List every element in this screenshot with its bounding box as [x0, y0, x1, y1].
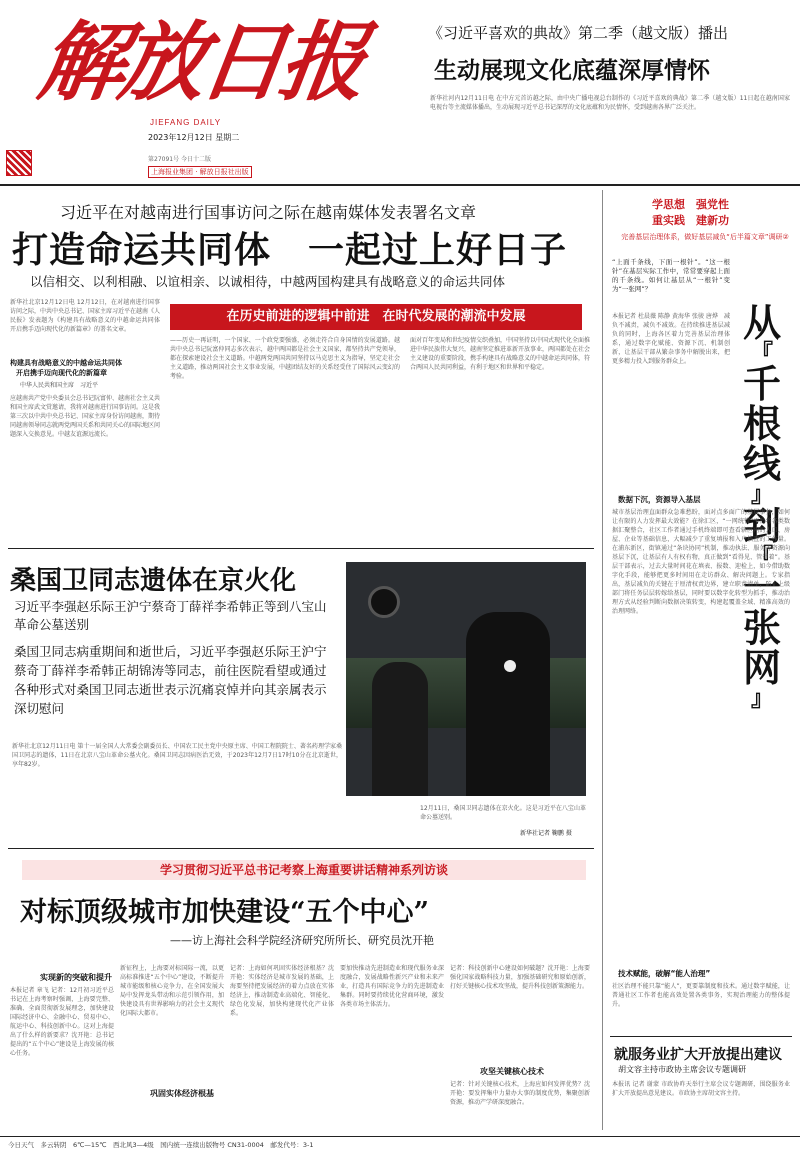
- right-bottom-headline: 就服务业扩大开放提出建议: [614, 1047, 782, 1063]
- photo-caption: 12月11日，桑国卫同志遗体在京火化。这是习近平在八宝山革命公墓送别。: [420, 805, 586, 821]
- right-bottom-sub: 胡文容主持市政协主席会议专题调研: [618, 1065, 746, 1074]
- right-slogan1: 学思想 强党性: [652, 198, 729, 211]
- funeral-photo: [346, 562, 586, 796]
- big-title-char: 根: [742, 401, 781, 446]
- big-title-char: 『: [750, 340, 773, 366]
- right-body1: 本报记者 杜晨薇 陈静 黄海华 张骏 唐烨 减负不减责，减负不减效。在持续推进基层减负的同时，上海各区着力完善基层治理体系，通过数字化赋能、资源下沉、机制创新，让基层干部从繁杂事务中解脱出来，把更多精力投入到服务群众上。: [612, 313, 730, 365]
- side-title-2: 开启携手迈向现代化的新篇章: [16, 369, 107, 377]
- right-slogan2: 重实践 建新功: [652, 214, 729, 227]
- big-title-char: 张: [742, 605, 781, 650]
- lead-kicker: 习近平在对越南进行国事访问之际在越南媒体发表署名文章: [60, 203, 477, 222]
- big-title-char: 』: [750, 482, 773, 508]
- right-body4: 本报讯 记者 谢蒙 市政协昨天举行主席会议专题调研，围绕服务业扩大开放提出意见建议。市政协主席胡文容主持。: [612, 1081, 790, 1097]
- third-subhead2: 巩固实体经济根基: [150, 1089, 214, 1098]
- big-title-char: 千: [742, 361, 781, 406]
- white-flower-icon: [504, 660, 516, 672]
- top-story-title1: 《习近平喜欢的典故》第二季（越文版）播出: [428, 24, 729, 42]
- masthead-pinyin: JIEFANG DAILY: [150, 118, 222, 127]
- third-col6: 记者：针对关键核心技术，上海应如何发挥优势？沈开艳：要发挥集中力量办大事的制度优势，集聚创新资源，推动产学研深度融合。: [450, 1081, 590, 1106]
- big-title-char: 『: [750, 544, 773, 570]
- right-sub2: 技术赋能，破解“能人治理”: [618, 969, 711, 978]
- big-title-char: 线: [742, 441, 781, 486]
- right-col-divider: [602, 190, 603, 1130]
- footer-text: 今日天气 多云转阴 6℃—15℃ 西北风3—4级 国内统一连续出版物号 CN31-0004 邮发代号：3-1: [8, 1141, 314, 1149]
- qr-code-icon: [6, 150, 32, 176]
- second-divider: [8, 848, 594, 849]
- lead-banner: 在历史前进的逻辑中前进 在时代发展的潮流中发展: [170, 304, 582, 330]
- right-body3: 社区治理不能只靠“能人”，更要靠制度和技术。通过数字赋能，让普通社区工作者也能高效处置各类事务，实现治理能力的整体提升。: [612, 983, 790, 1008]
- lead-body-mid: ——历史一再证明，一个国家、一个政党要强盛，必须走符合自身国情的发展道路。越共中央总书记阮富仲同志多次表示，越中两国都是社会主义国家，都坚持共产党领导，都在探索建设社会主义道路。中越两党两国共同坚持以马克思主义为指导，坚定走社会主义道路，推动两国社会主义事业发展，中越团结友好的关系经受住了国际风云变幻的考验。: [170, 337, 400, 380]
- big-title-char: 』: [750, 686, 773, 712]
- issue-date: [148, 132, 239, 143]
- masthead-logo: 解放日报: [32, 12, 368, 113]
- side-title-1: 构建具有战略意义的中越命运共同体: [10, 359, 122, 367]
- second-deck1: 习近平李强赵乐际王沪宁蔡奇丁薛祥李希韩正等到八宝山革命公墓送别: [14, 599, 327, 632]
- publisher-line: 上海报业集团 · 解放日报社出版: [148, 166, 252, 178]
- big-title-char: 一: [742, 565, 781, 610]
- weekday-text: 星期二: [215, 133, 240, 142]
- issue-number: 第27091号 今日十二版: [148, 156, 211, 163]
- second-body: 新华社北京12月11日电 第十一届全国人大常委会副委员长、中国农工民主党中央原主席、中国工程院院士、著名药理学家桑国卫同志的遗体，11日在北京八宝山革命公墓火化。桑国卫同志因病医治无效，于2023年12月7日17时10分在北京逝世，享年82岁。: [12, 743, 342, 768]
- big-title-char: 到: [742, 503, 781, 548]
- big-title-char: 网: [742, 645, 781, 690]
- footer-rule: [0, 1136, 800, 1137]
- third-subline: ——访上海社会科学院经济研究所所长、研究员沈开艳: [170, 934, 434, 947]
- date-text: 2023年12月12日: [148, 133, 213, 142]
- right-slogan-sub: 完善基层治理体系，做好基层减负“后半篇文章”调研②: [621, 233, 789, 241]
- third-headline: 对标顶级城市加快建设“五个中心”: [20, 897, 430, 928]
- third-col3: 记者：上海如何巩固实体经济根基？沈开艳：实体经济是城市发展的基础，上海要坚持把发展经济的着力点放在实体经济上，推动制造业高端化、智能化、绿色化发展，加快构建现代化产业体系。: [230, 965, 334, 1017]
- photo-credit: 新华社记者 鞠鹏 摄: [520, 830, 572, 837]
- lead-body-left: 应越南共产党中央委员会总书记阮富仲、越南社会主义共和国主席武文赏邀请，我将对越南进行国事访问。这是我第三次以中共中央总书记、国家主席身份访问越南，期待同越南领导同志就两党两国关系和共同关心的国际地区问题深入交换意见。中越友谊源远流长。: [10, 395, 160, 438]
- third-col5: 记者：科技创新中心建设如何破题？沈开艳：上海要强化国家战略科技力量，加强基础研究和原始创新，打好关键核心技术攻坚战，提升科技创新策源能力。: [450, 965, 590, 990]
- right-sub1: 数据下沉，资源导入基层: [618, 495, 701, 504]
- lead-intro: 新华社北京12月12日电 12月12日，在对越南进行国事访问之际，中共中央总书记、国家主席习近平在越南《人民报》发表题为《构建具有战略意义的中越命运共同体 开启携手迈向现代化的新篇章》的署名文章。: [10, 299, 160, 333]
- big-title-char: 从: [742, 300, 781, 345]
- person-left: [372, 662, 428, 796]
- side-byline: 中华人民共和国主席 习近平: [20, 382, 99, 389]
- top-story-title2: 生动展现文化底蕴深厚情怀: [434, 57, 710, 84]
- third-col4: 要加快推动先进制造业和现代服务业深度融合，发展战略性新兴产业和未来产业，打造具有国际竞争力的先进制造业集群。同时要持续优化营商环境，激发各类市场主体活力。: [340, 965, 444, 1008]
- second-headline: 桑国卫同志遗体在京火化: [10, 566, 297, 596]
- person-right: [466, 612, 550, 796]
- lead-subheadline: 以信相交、以利相融、以谊相亲、以诚相待，中越两国构建具有战略意义的命运共同体: [30, 274, 506, 289]
- second-deck2: 桑国卫同志病重期间和逝世后，习近平李强赵乐际王沪宁蔡奇丁薛祥李希韩正胡锦涛等同志，前往医院看望或通过各种形式对桑国卫同志逝世表示沉痛哀悼并向其亲属表示深切慰问: [14, 644, 327, 716]
- third-col2: 新征程上，上海要对标国际一流，以更高标准推进“五个中心”建设，不断提升城市能级和核心竞争力，在全国发展大局中发挥龙头带动和示范引领作用，加快建设具有世界影响力的社会主义现代化国际大都市。: [120, 965, 224, 1017]
- third-subhead1: 实现新的突破和提升: [40, 973, 112, 982]
- right-intro: “上面千条线，下面一根针”。“这一根针”在基层实际工作中，常常要穿起上面的千条线。如何让基层从“一根针”变为“一张网”？: [612, 258, 730, 293]
- wreath-icon: [368, 586, 400, 618]
- lead-body-right: 面对百年变局和世纪疫情交织叠加，中国坚持以中国式现代化全面推进中华民族伟大复兴，越南坚定推进革新开放事业，两国都处在社会主义建设的重要阶段，携手构建具有战略意义的中越命运共同体，符合两国人民共同利益，有利于地区和世界和平稳定。: [410, 337, 590, 371]
- right-bottom-divider: [610, 1036, 792, 1037]
- top-story-body: 新华社河内12月11日电 在中方元首访越之际，由中央广播电视总台制作的《习近平喜欢的典故》第二季（越文版）11日起在越南国家电视台等主流媒体播出，生动展现习近平总书记深厚的文化底蕴和为民情怀，受到越南各界广泛关注。: [430, 95, 790, 111]
- series-banner: 学习贯彻习近平总书记考察上海重要讲话精神系列访谈: [22, 860, 586, 880]
- lead-divider: [8, 548, 594, 549]
- masthead-divider: [0, 184, 800, 186]
- lead-headline: 打造命运共同体 一起过上好日子: [12, 229, 568, 271]
- third-col1: 本报记者 章飞 记者：12月初习近平总书记在上海考察时强调，上海要完整、准确、全面贯彻新发展理念，加快建设国际经济中心、金融中心、贸易中心、航运中心、科技创新中心。这对上海提出了什么样的新要求？沈开艳：总书记提出的“五个中心”建设是上海发展的核心任务。: [10, 987, 114, 1057]
- third-subhead3: 攻坚关键核心技术: [480, 1067, 544, 1076]
- right-body2: 城市基层治理直面群众急难愁盼，面对点多面广的基层事务，如何让有限的人力发挥最大效能？在徐汇区，“一网统管”平台将各类数据汇聚整合，社区工作者通过手机终端即可查看辖区内的人口、房屋、企业等基础信息，大幅减少了重复填报和入户核查的工作量。在浦东新区，街镇通过“条块协同”机制，推动执法、服务等资源向基层下沉，让基层有人有权有物，真正做到“看得见、管得着”。基层干部表示，过去大量时间花在填表、报数、迎检上，如今借助数字化手段，能够把更多时间用在走访群众、解决问题上。专家指出，基层减负的关键在于厘清权责边界，建立职责清单，防止上级部门将任务层层转嫁给基层，同时要以数字化转型为抓手，推动治理方式从经验判断向数据决策转变，构建起覆盖全域、精准高效的治理网络。: [612, 509, 790, 615]
